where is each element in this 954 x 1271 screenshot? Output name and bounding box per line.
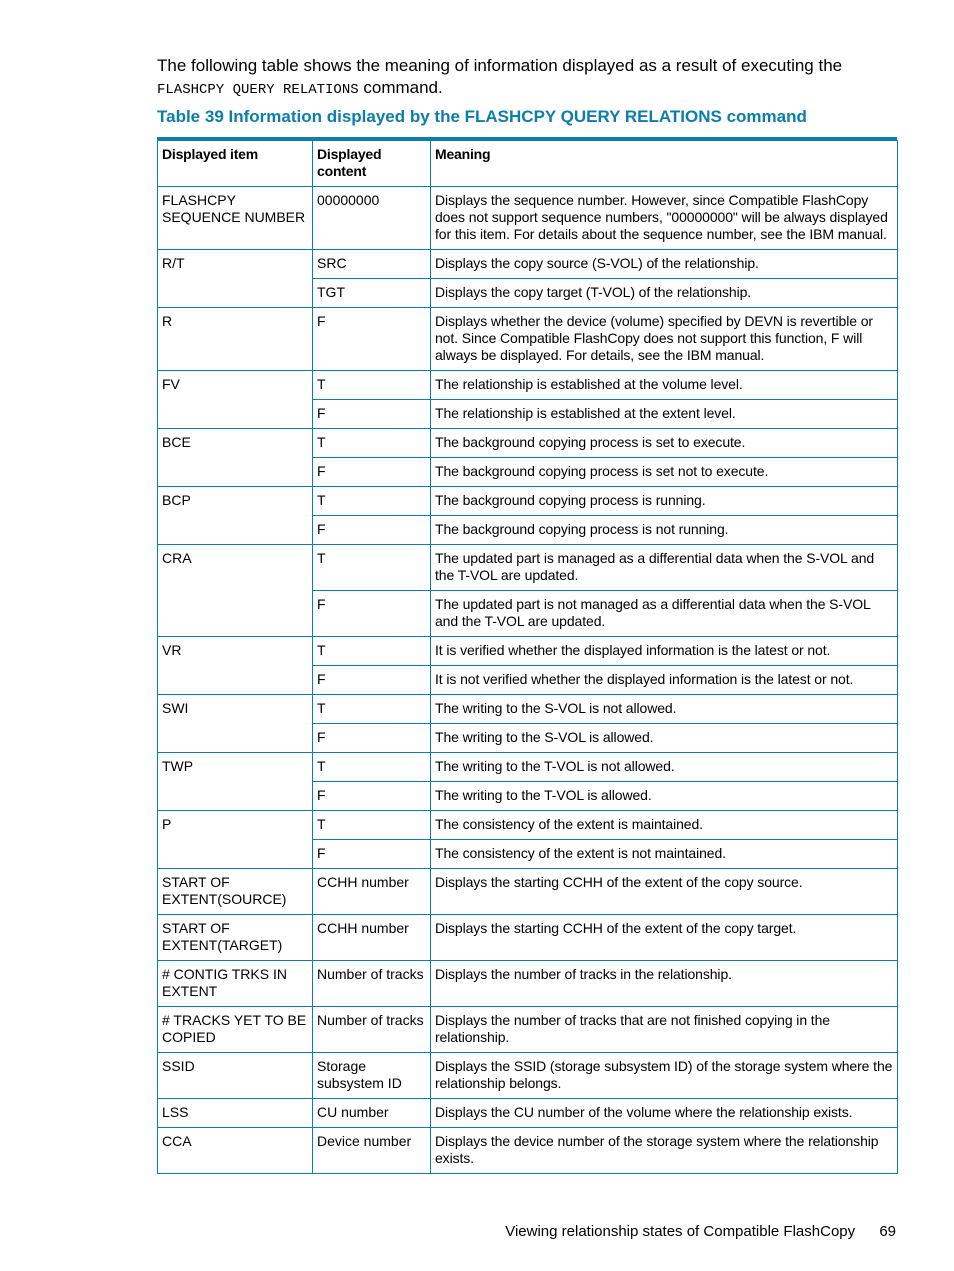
table-row (158, 1053, 898, 1099)
cell-displayed-content: T (313, 811, 431, 840)
table-row (158, 1128, 898, 1174)
cell-displayed-content: T (313, 429, 431, 458)
cell-displayed-content: T (313, 695, 431, 724)
cell-meaning: The background copying process is not running. (431, 516, 898, 545)
table-row (158, 371, 898, 400)
table-body (158, 187, 898, 1174)
cell-displayed-item: TWP (158, 753, 313, 811)
cell-meaning: The consistency of the extent is maintained. (431, 811, 898, 840)
cell-displayed-content: Device number (313, 1128, 431, 1174)
table-row (158, 1099, 898, 1128)
cell-displayed-item: R/T (158, 250, 313, 308)
cell-meaning: Displays whether the device (volume) specified by DEVN is revertible or not. Since Compatible FlashCopy does not support this function, F will always be displayed. For details, see the IBM manual. (431, 308, 898, 371)
cell-displayed-content: F (313, 516, 431, 545)
cell-displayed-content: Number of tracks (313, 961, 431, 1007)
cell-displayed-content: CCHH number (313, 915, 431, 961)
cell-meaning: The updated part is not managed as a differential data when the S-VOL and the T-VOL are updated. (431, 591, 898, 637)
table-row (158, 429, 898, 458)
command-name: FLASHCPY QUERY RELATIONS (157, 82, 359, 98)
cell-meaning: It is not verified whether the displayed information is the latest or not. (431, 666, 898, 695)
cell-meaning: Displays the device number of the storage system where the relationship exists. (431, 1128, 898, 1174)
intro-paragraph (157, 55, 897, 101)
intro-text: The following table shows the meaning of information displayed as a result of executing the (157, 56, 843, 75)
cell-displayed-item: CRA (158, 545, 313, 637)
cell-displayed-item: START OF EXTENT(SOURCE) (158, 869, 313, 915)
cell-displayed-item: BCP (158, 487, 313, 545)
cell-meaning: The relationship is established at the extent level. (431, 400, 898, 429)
table-row (158, 695, 898, 724)
table-row (158, 187, 898, 250)
table-row (158, 961, 898, 1007)
cell-displayed-item: # TRACKS YET TO BE COPIED (158, 1007, 313, 1053)
table-row (158, 487, 898, 516)
cell-displayed-item: START OF EXTENT(TARGET) (158, 915, 313, 961)
cell-displayed-content: F (313, 724, 431, 753)
cell-displayed-item: FV (158, 371, 313, 429)
cell-displayed-content: T (313, 487, 431, 516)
cell-meaning: Displays the SSID (storage subsystem ID) of the storage system where the relationship belongs. (431, 1053, 898, 1099)
cell-meaning: Displays the copy target (T-VOL) of the relationship. (431, 279, 898, 308)
cell-meaning: The updated part is managed as a differential data when the S-VOL and the T-VOL are updated. (431, 545, 898, 591)
cell-displayed-item: FLASHCPY SEQUENCE NUMBER (158, 187, 313, 250)
info-table (157, 140, 898, 1174)
page-footer (505, 1223, 896, 1241)
cell-meaning: The writing to the S-VOL is allowed. (431, 724, 898, 753)
table-row (158, 250, 898, 279)
cell-displayed-item: SWI (158, 695, 313, 753)
cell-displayed-item: BCE (158, 429, 313, 487)
cell-displayed-content: CCHH number (313, 869, 431, 915)
cell-displayed-content: Storage subsystem ID (313, 1053, 431, 1099)
cell-displayed-item: SSID (158, 1053, 313, 1099)
cell-meaning: The background copying process is set not to execute. (431, 458, 898, 487)
cell-displayed-item: LSS (158, 1099, 313, 1128)
cell-meaning: The background copying process is running. (431, 487, 898, 516)
cell-meaning: The relationship is established at the volume level. (431, 371, 898, 400)
page-number: 69 (879, 1223, 896, 1240)
cell-displayed-content: F (313, 400, 431, 429)
cell-meaning: Displays the copy source (S-VOL) of the relationship. (431, 250, 898, 279)
cell-displayed-content: Number of tracks (313, 1007, 431, 1053)
table-row (158, 308, 898, 371)
header-meaning: Meaning (431, 141, 898, 187)
table-row (158, 753, 898, 782)
cell-meaning: Displays the CU number of the volume where the relationship exists. (431, 1099, 898, 1128)
cell-displayed-item: VR (158, 637, 313, 695)
cell-meaning: The background copying process is set to execute. (431, 429, 898, 458)
cell-displayed-content: 00000000 (313, 187, 431, 250)
cell-displayed-content: T (313, 545, 431, 591)
cell-displayed-item: R (158, 308, 313, 371)
cell-displayed-content: CU number (313, 1099, 431, 1128)
table-header-row (158, 141, 898, 187)
cell-displayed-content: F (313, 666, 431, 695)
cell-meaning: Displays the starting CCHH of the extent of the copy source. (431, 869, 898, 915)
footer-section-title: Viewing relationship states of Compatible FlashCopy (505, 1223, 856, 1240)
cell-displayed-item: P (158, 811, 313, 869)
cell-meaning: Displays the starting CCHH of the extent of the copy target. (431, 915, 898, 961)
table-caption: Table 39 Information displayed by the FLASHCPY QUERY RELATIONS command (157, 107, 807, 126)
cell-displayed-content: F (313, 458, 431, 487)
cell-displayed-content: F (313, 308, 431, 371)
cell-displayed-item: # CONTIG TRKS IN EXTENT (158, 961, 313, 1007)
cell-displayed-content: F (313, 840, 431, 869)
cell-meaning: The writing to the T-VOL is not allowed. (431, 753, 898, 782)
cell-meaning: Displays the sequence number. However, since Compatible FlashCopy does not support sequence numbers, "00000000" will be always displayed for this item. For details about the sequence number, see the IBM manual. (431, 187, 898, 250)
intro-text-end: command. (363, 78, 443, 97)
table-row (158, 811, 898, 840)
header-displayed-content: Displayed content (313, 141, 431, 187)
cell-meaning: It is verified whether the displayed information is the latest or not. (431, 637, 898, 666)
cell-meaning: Displays the number of tracks in the relationship. (431, 961, 898, 1007)
cell-displayed-content: T (313, 371, 431, 400)
table-row (158, 869, 898, 915)
table-row (158, 915, 898, 961)
cell-meaning: Displays the number of tracks that are not finished copying in the relationship. (431, 1007, 898, 1053)
cell-displayed-content: T (313, 637, 431, 666)
cell-meaning: The writing to the T-VOL is allowed. (431, 782, 898, 811)
header-displayed-item: Displayed item (158, 141, 313, 187)
table-row (158, 545, 898, 591)
cell-displayed-content: TGT (313, 279, 431, 308)
cell-displayed-item: CCA (158, 1128, 313, 1174)
cell-meaning: The writing to the S-VOL is not allowed. (431, 695, 898, 724)
table-row (158, 1007, 898, 1053)
cell-displayed-content: F (313, 591, 431, 637)
table-row (158, 637, 898, 666)
cell-displayed-content: T (313, 753, 431, 782)
cell-displayed-content: F (313, 782, 431, 811)
table-container (157, 137, 897, 1174)
cell-meaning: The consistency of the extent is not maintained. (431, 840, 898, 869)
cell-displayed-content: SRC (313, 250, 431, 279)
